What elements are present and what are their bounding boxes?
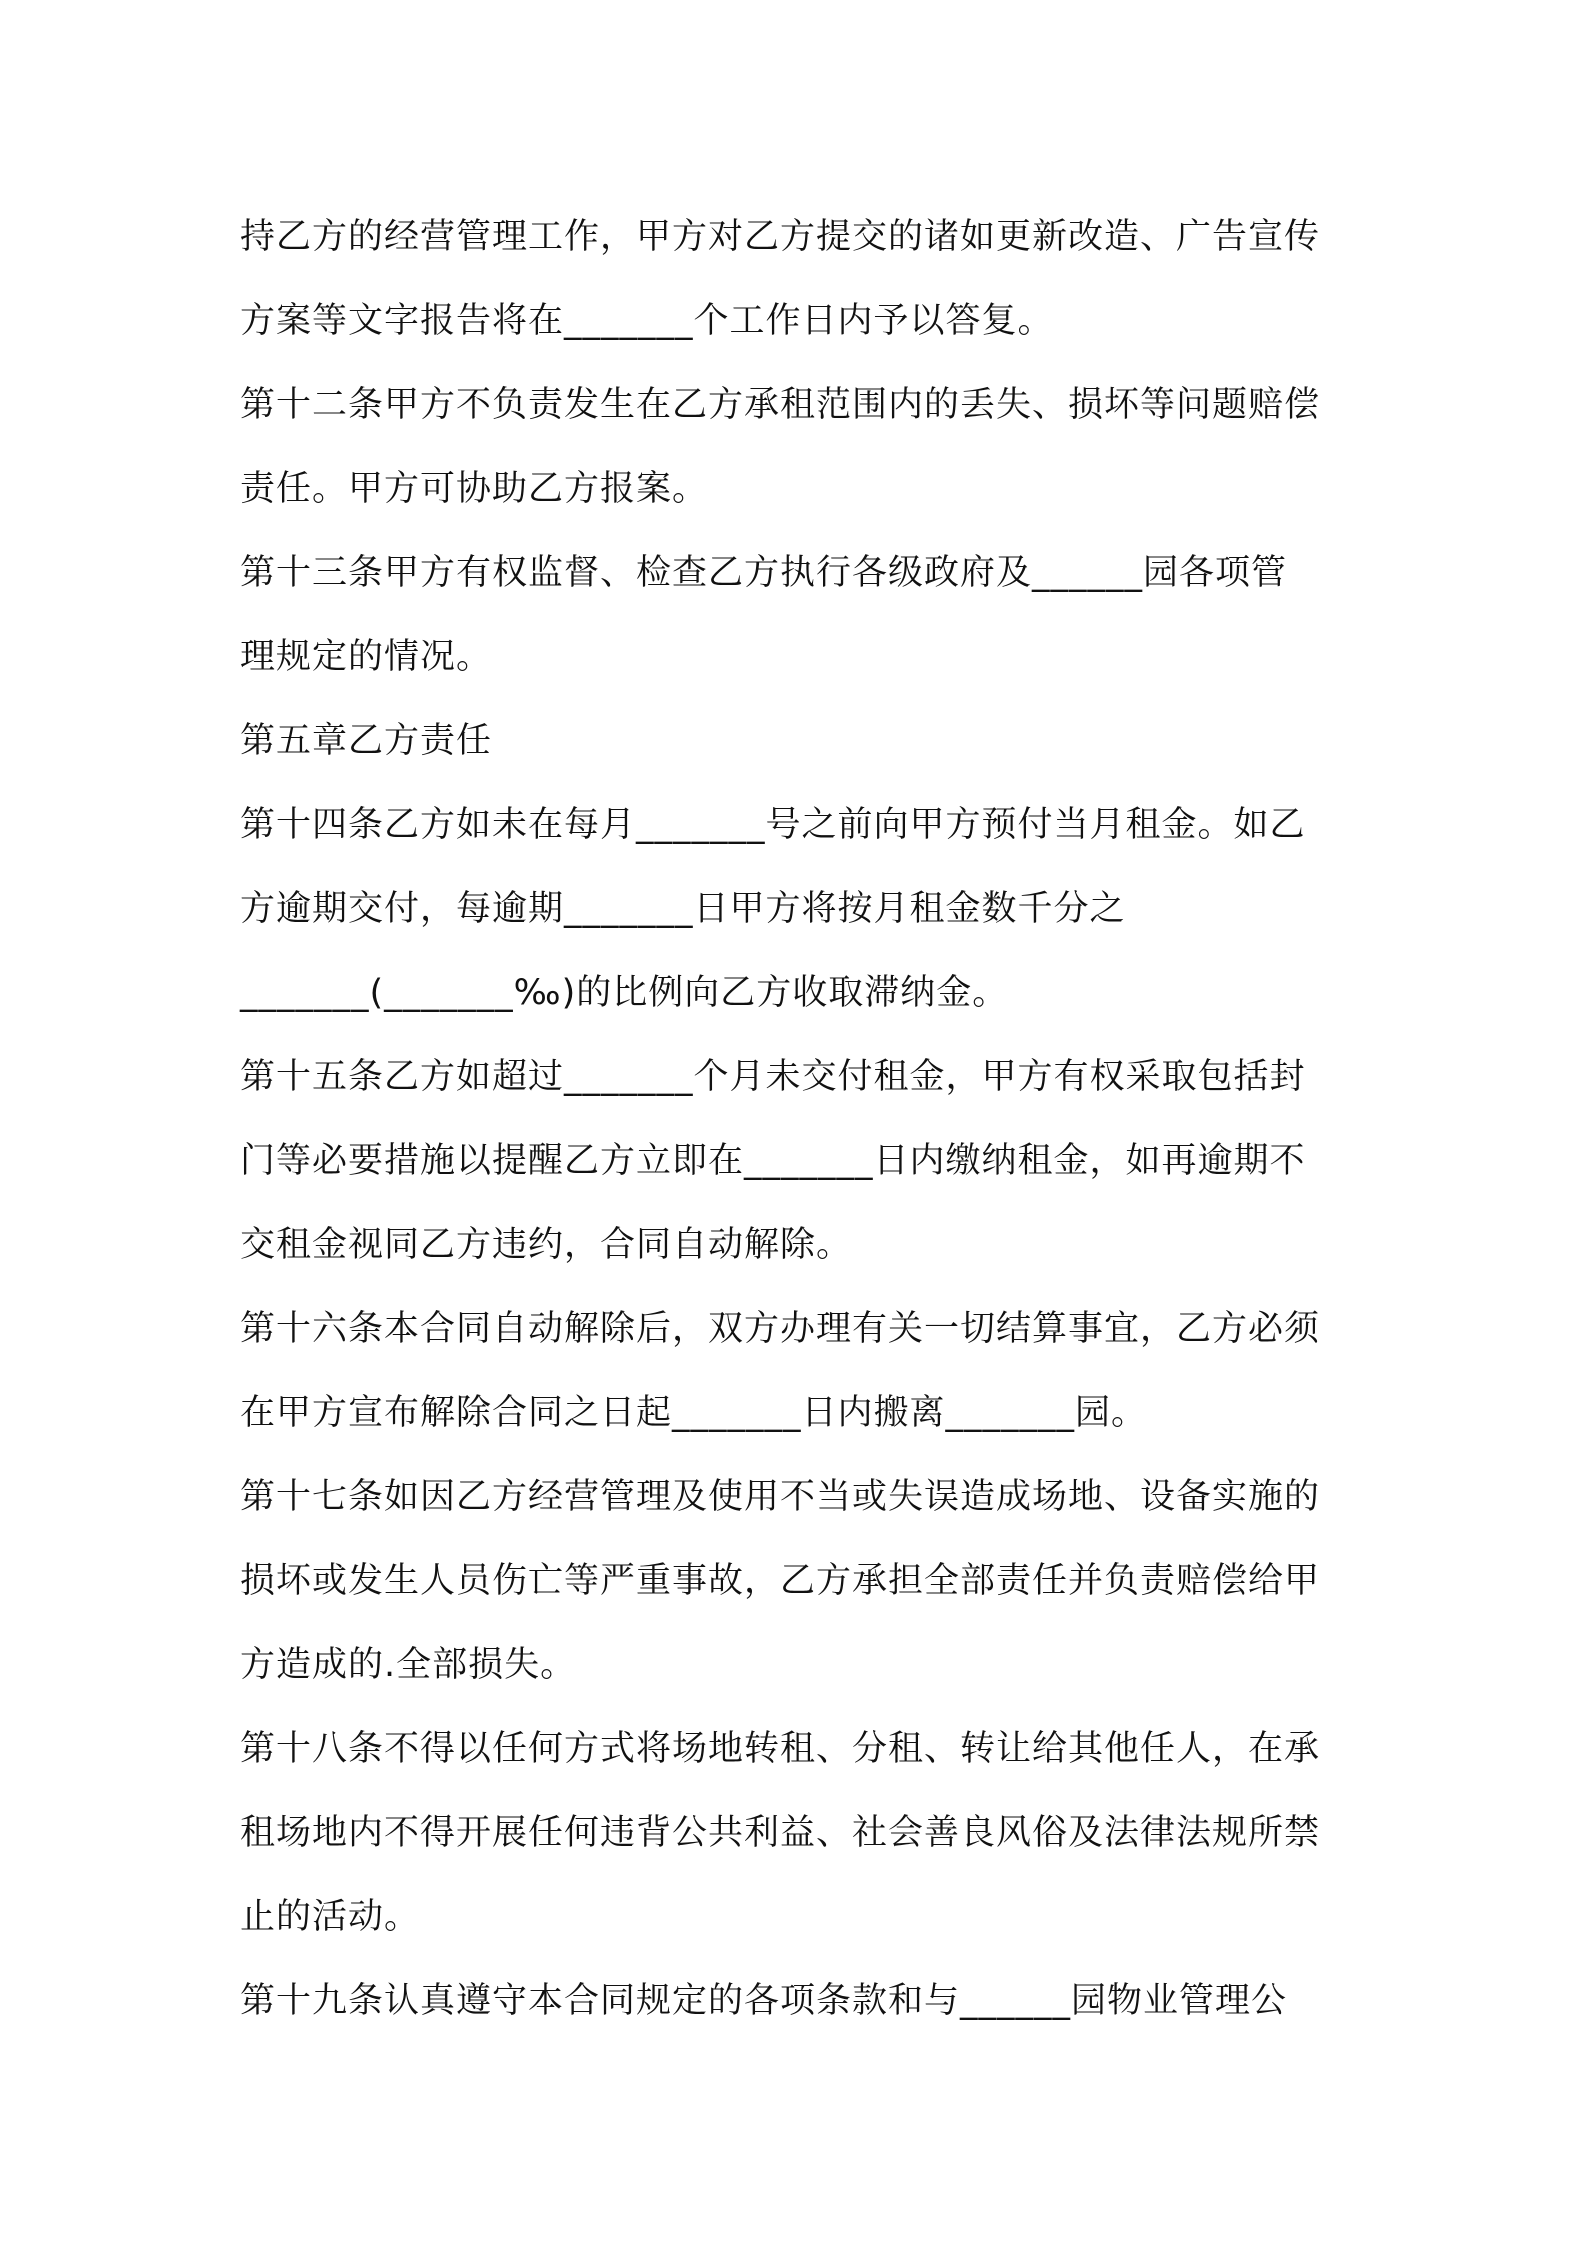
text-line: 损坏或发生人员伤亡等严重事故，乙方承担全部责任并负责赔偿给甲 bbox=[240, 1561, 1321, 1601]
text-line: 方造成的.全部损失。 bbox=[240, 1645, 577, 1685]
text-line: 在甲方宣布解除合同之日起_______日内搬离_______园。 bbox=[240, 1393, 1148, 1433]
text-line: 第十七条如因乙方经营管理及使用不当或失误造成场地、设备实施的 bbox=[240, 1477, 1321, 1517]
text-line: 止的活动。 bbox=[240, 1897, 421, 1937]
text-line: 交租金视同乙方违约，合同自动解除。 bbox=[240, 1225, 853, 1265]
text-line: 持乙方的经营管理工作，甲方对乙方提交的诸如更新改造、广告宣传 bbox=[240, 217, 1321, 257]
text-line: 租场地内不得开展任何违背公共利益、社会善良风俗及法律法规所禁 bbox=[240, 1813, 1321, 1853]
text-line: 责任。甲方可协助乙方报案。 bbox=[240, 469, 709, 509]
text-line: 第十二条甲方不负责发生在乙方承租范围内的丢失、损坏等问题赔偿 bbox=[240, 385, 1321, 425]
contract-text bbox=[240, 195, 1360, 2043]
text-line: 第十六条本合同自动解除后，双方办理有关一切结算事宜，乙方必须 bbox=[240, 1309, 1321, 1349]
text-line: 方案等文字报告将在_______个工作日内予以答复。 bbox=[240, 301, 1054, 341]
text-line: 理规定的情况。 bbox=[240, 637, 493, 677]
text-line: 第十九条认真遵守本合同规定的各项条款和与______园物业管理公 bbox=[240, 1981, 1288, 2021]
text-line: 第十三条甲方有权监督、检查乙方执行各级政府及______园各项管 bbox=[240, 553, 1288, 593]
text-line: 方逾期交付，每逾期_______日甲方将按月租金数千分之 bbox=[240, 889, 1126, 929]
text-line: 第十八条不得以任何方式将场地转租、分租、转让给其他任人，在承 bbox=[240, 1729, 1321, 1769]
text-line: _______(_______‰)的比例向乙方收取滞纳金。 bbox=[240, 973, 1009, 1013]
text-line: 第十四条乙方如未在每月_______号之前向甲方预付当月租金。如乙 bbox=[240, 805, 1306, 845]
chapter-heading: 第五章乙方责任 bbox=[240, 721, 493, 761]
text-line: 第十五条乙方如超过_______个月未交付租金，甲方有权采取包括封 bbox=[240, 1057, 1306, 1097]
text-line: 门等必要措施以提醒乙方立即在_______日内缴纳租金，如再逾期不 bbox=[240, 1141, 1306, 1181]
